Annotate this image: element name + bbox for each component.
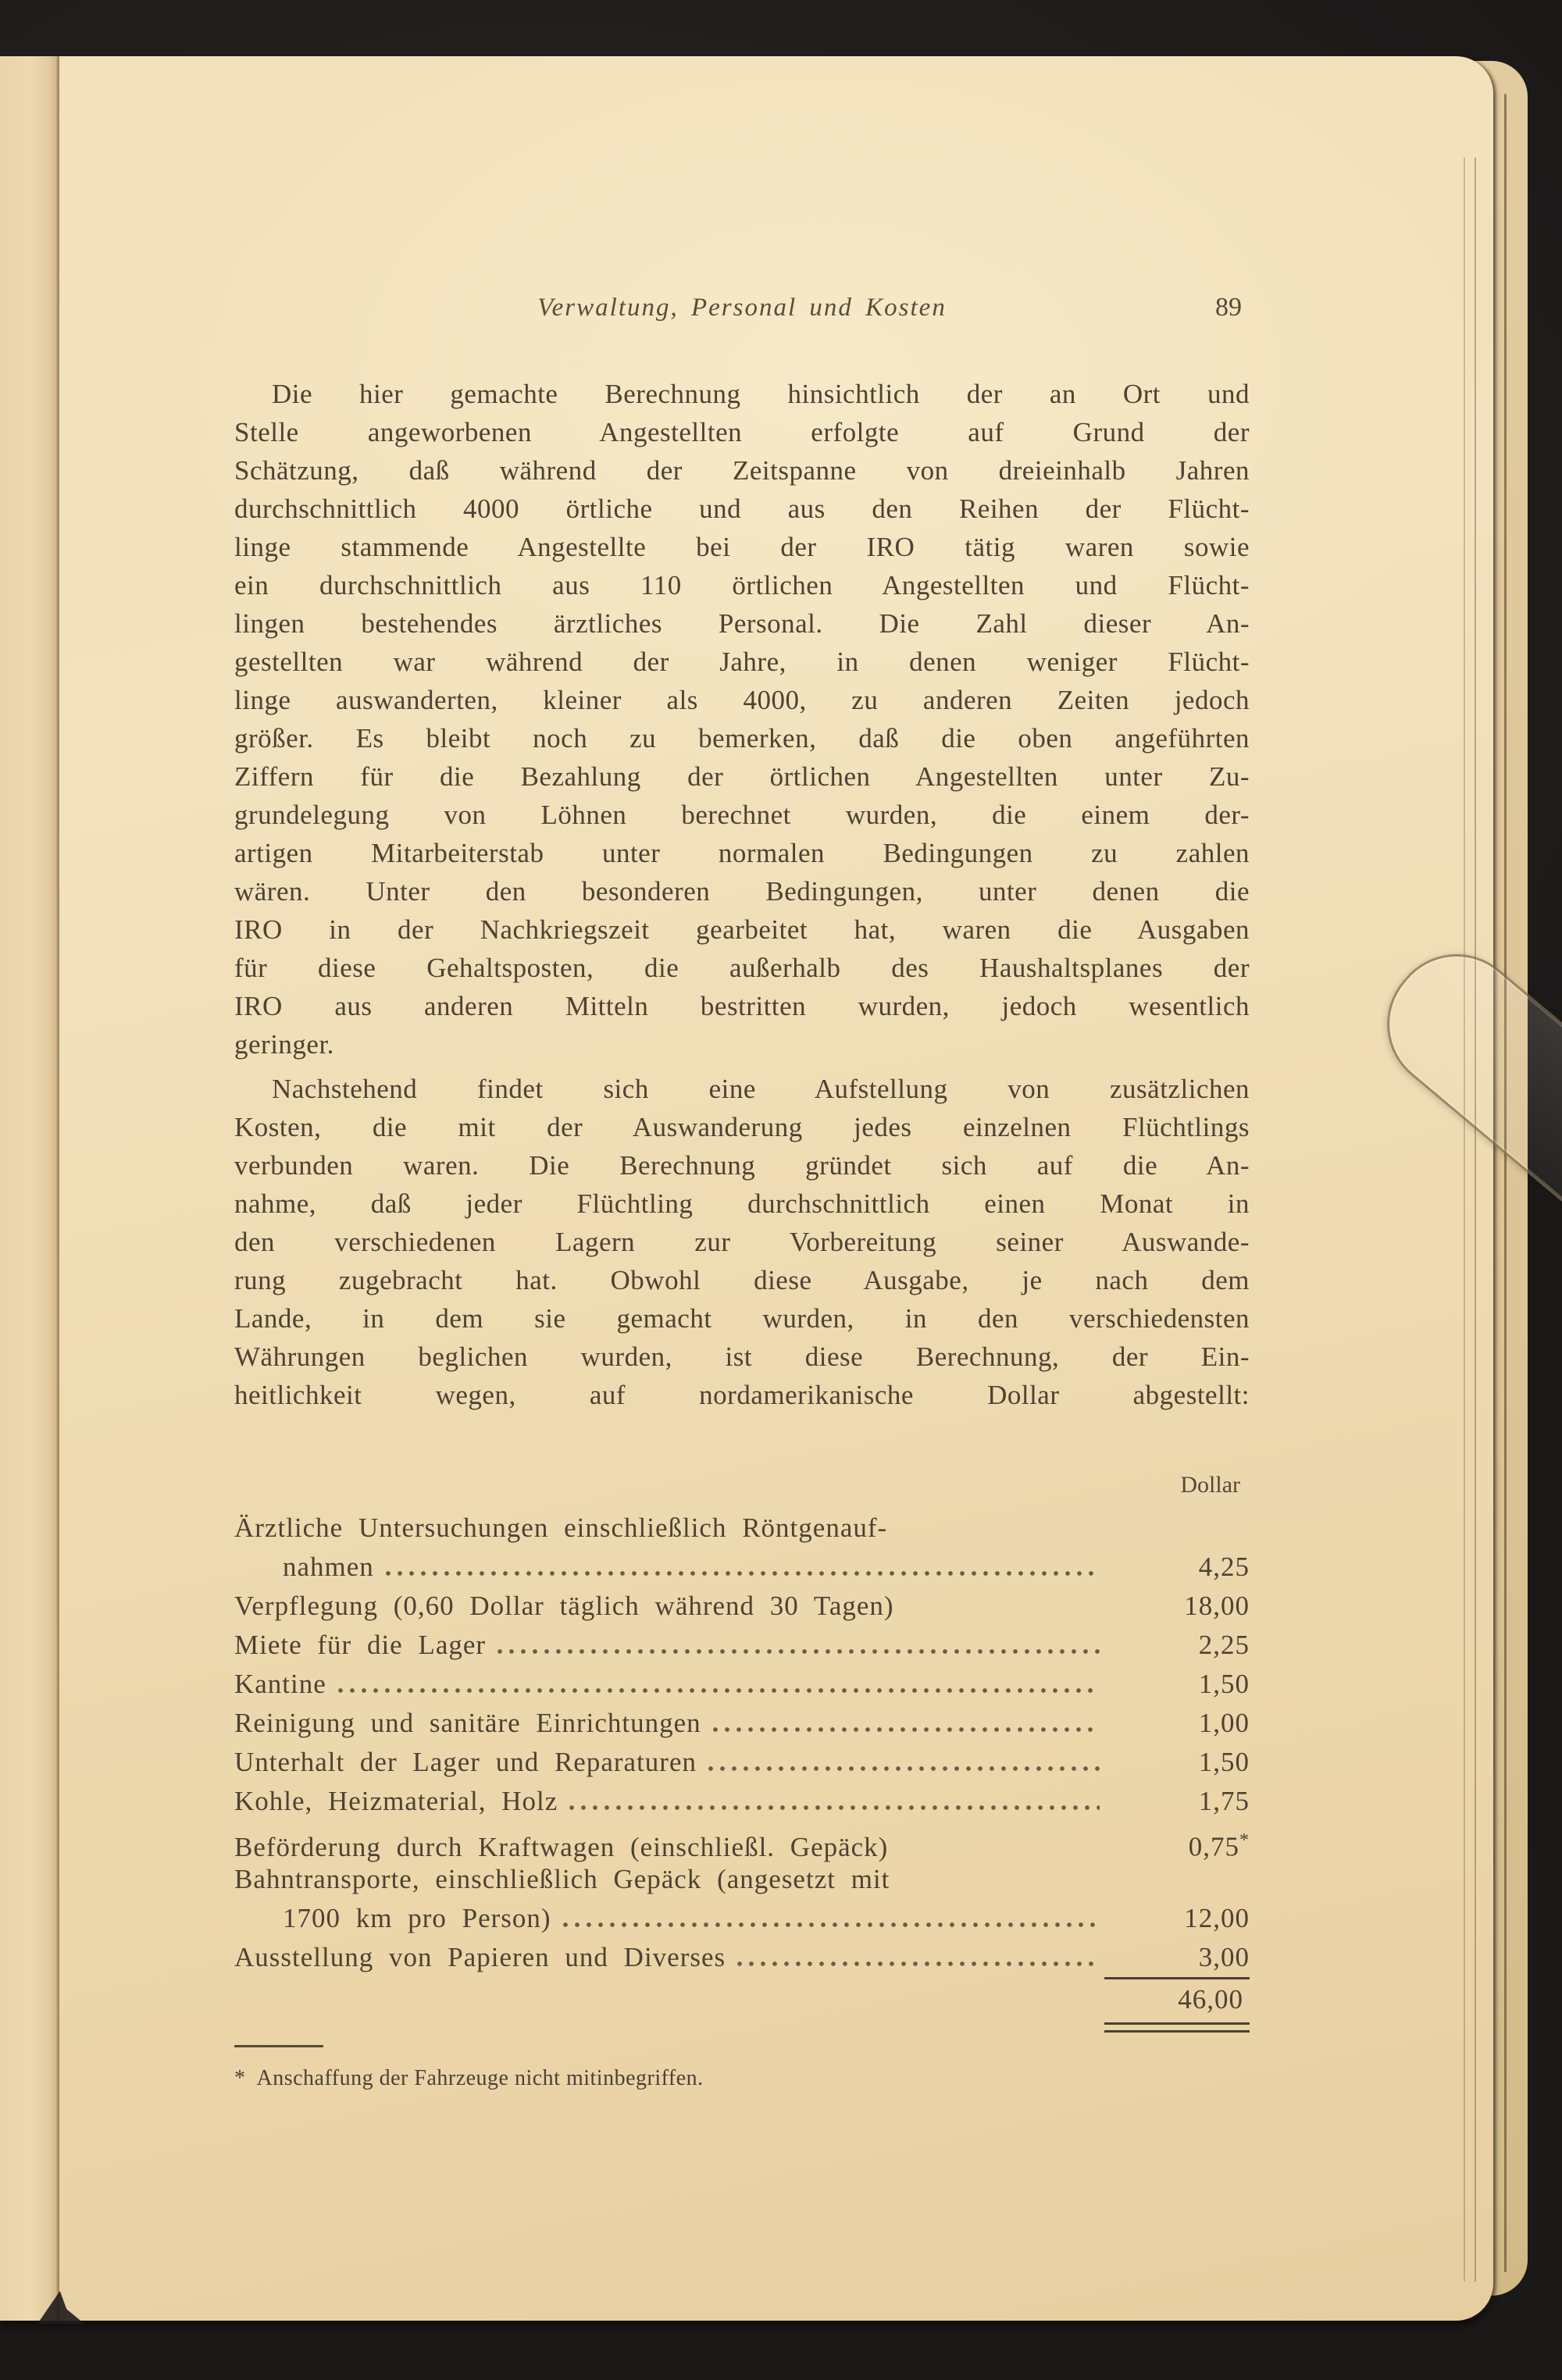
paragraph-line: Lande, in dem sie gemacht wurden, in den verschiedensten [234, 1303, 1250, 1334]
footnote-separator [234, 2045, 323, 2047]
dot-leader [385, 1570, 1100, 1577]
paragraph-line: Schätzung, daß während der Zeitspanne von dreieinhalb Jahren [234, 455, 1250, 486]
fore-edge-line [1475, 158, 1476, 2282]
table-row-value: 1,00 [1198, 1708, 1250, 1738]
table-row-label: Ausstellung von Papieren und Diverses [234, 1942, 726, 1972]
table-total [1104, 1977, 1250, 2033]
paragraph-line: Kosten, die mit der Auswanderung jedes einzelnen Flüchtlings [234, 1112, 1250, 1142]
footnote [234, 2065, 1250, 2093]
dot-leader [708, 1765, 1100, 1772]
table-row-value: 12,00 [1184, 1903, 1250, 1933]
cost-table [234, 1509, 1250, 1977]
table-row-label: Beförderung durch Kraftwagen (einschließl. Gepäck) [234, 1831, 889, 1862]
paragraph-line: geringer. [234, 1029, 334, 1060]
paragraph-line: linge stammende Angestellte bei der IRO tätig waren sowie [234, 532, 1250, 562]
paragraph-line: Ziffern für die Bezahlung der örtlichen Angestellten unter Zu- [234, 761, 1250, 792]
table-row [234, 1782, 1250, 1821]
table-currency-header: Dollar [1180, 1472, 1240, 1498]
table-row-value: 18,00 [1184, 1591, 1250, 1621]
table-row [234, 1509, 1250, 1548]
paragraph-line: den verschiedenen Lagern zur Vorbereitung seiner Auswande- [234, 1227, 1250, 1257]
table-row [234, 1665, 1250, 1704]
table-row-label: Bahntransporte, einschließlich Gepäck (angesetzt mit [234, 1864, 890, 1894]
dot-leader [712, 1726, 1100, 1733]
paragraph-line: linge auswanderten, kleiner als 4000, zu anderen Zeiten jedoch [234, 685, 1250, 715]
paragraph-line: ein durchschnittlich aus 110 örtlichen Angestellten und Flücht- [234, 570, 1250, 600]
table-row [234, 1821, 1250, 1860]
table-row [234, 1626, 1250, 1665]
table-row-label: Miete für die Lager [234, 1630, 487, 1660]
dot-leader [497, 1648, 1100, 1655]
footnote-text: Anschaffung der Fahrzeuge nicht mitinbegriffen. [256, 2066, 704, 2090]
table-total-value: 46,00 [1178, 1984, 1243, 2015]
table-row [234, 1899, 1250, 1938]
total-rule-double [1104, 2022, 1250, 2033]
dot-leader [736, 1961, 1100, 1967]
paragraph-line: IRO in der Nachkriegszeit gearbeitet hat, waren die Ausgaben [234, 914, 1250, 945]
page-content [234, 290, 1250, 2093]
paragraph-line: Nachstehend findet sich eine Aufstellung von zusätzlichen [272, 1074, 1250, 1104]
sheet-separation-line [1504, 94, 1507, 2272]
paragraph-line: nahme, daß jeder Flüchtling durchschnittlich einen Monat in [234, 1188, 1250, 1219]
footnote-marker: * [234, 2066, 246, 2090]
table-row-label: 1700 km pro Person) [283, 1903, 551, 1933]
paragraph-line: größer. Es bleibt noch zu bemerken, daß die oben angeführten [234, 723, 1250, 754]
paragraph-line: artigen Mitarbeiterstab unter normalen Bedingungen zu zahlen [234, 838, 1250, 868]
table-row-label: Reinigung und sanitäre Einrichtungen [234, 1708, 701, 1738]
table-row-label: nahmen [283, 1552, 374, 1582]
gutter-fold [0, 56, 59, 2321]
table-row-label: Unterhalt der Lager und Reparaturen [234, 1747, 697, 1777]
dot-leader [569, 1805, 1100, 1811]
running-header-title: Verwaltung, Personal und Kosten [537, 294, 947, 322]
paragraph-line: heitlichkeit wegen, auf nordamerikanische Dollar abgestellt: [234, 1380, 1250, 1410]
table-row [234, 1938, 1250, 1977]
paragraph-line: für diese Gehaltsposten, die außerhalb des Haushaltsplanes der [234, 953, 1250, 983]
paragraph-line: rung zugebracht hat. Obwohl diese Ausgabe, je nach dem [234, 1265, 1250, 1295]
body-text [234, 375, 1250, 1414]
paragraph-line: verbunden waren. Die Berechnung gründet sich auf die An- [234, 1150, 1250, 1181]
table-row-label: Ärztliche Untersuchungen einschließlich Röntgenauf- [234, 1512, 888, 1543]
fore-edge-line [1464, 158, 1465, 2282]
table-row-label: Verpflegung (0,60 Dollar täglich während 30 Tagen) [234, 1591, 894, 1621]
paragraph [234, 1070, 1250, 1414]
paragraph-line: durchschnittlich 4000 örtliche und aus den Reihen der Flücht- [234, 493, 1250, 524]
table-row [234, 1587, 1250, 1626]
table-row-value: 4,25 [1198, 1552, 1250, 1582]
paragraph-line: lingen bestehendes ärztliches Personal. Die Zahl dieser An- [234, 608, 1250, 639]
table-row [234, 1860, 1250, 1899]
page-number: 89 [1215, 293, 1242, 322]
paragraph-line: Die hier gemachte Berechnung hinsichtlich der an Ort und [272, 379, 1250, 409]
footnote-reference-asterisk: * [1239, 1830, 1250, 1851]
table-row-value: 3,00 [1198, 1942, 1250, 1972]
table-row-value: 0,75* [1188, 1830, 1250, 1862]
table-row-value: 1,50 [1198, 1747, 1250, 1777]
paragraph-line: Währungen beglichen wurden, ist diese Berechnung, der Ein- [234, 1341, 1250, 1372]
paragraph-line: Stelle angeworbenen Angestellten erfolgte auf Grund der [234, 417, 1250, 447]
table-row [234, 1548, 1250, 1587]
paragraph [234, 375, 1250, 1064]
table-row-value: 2,25 [1198, 1630, 1250, 1660]
dot-leader [562, 1922, 1100, 1928]
table-row-value: 1,75 [1198, 1786, 1250, 1816]
table-row-label: Kohle, Heizmaterial, Holz [234, 1786, 558, 1816]
table-row-label: Kantine [234, 1669, 326, 1699]
table-row [234, 1743, 1250, 1782]
paragraph-line: wären. Unter den besonderen Bedingungen, unter denen die [234, 876, 1250, 907]
table-row [234, 1704, 1250, 1743]
paragraph-line: gestellten war während der Jahre, in denen weniger Flücht- [234, 647, 1250, 677]
book-page [0, 56, 1493, 2321]
running-header [234, 290, 1250, 325]
table-row-value: 1,50 [1198, 1669, 1250, 1699]
dot-leader [337, 1687, 1100, 1694]
paragraph-line: grundelegung von Löhnen berechnet wurden, die einem der- [234, 800, 1250, 830]
paragraph-line: IRO aus anderen Mitteln bestritten wurden, jedoch wesentlich [234, 991, 1250, 1021]
